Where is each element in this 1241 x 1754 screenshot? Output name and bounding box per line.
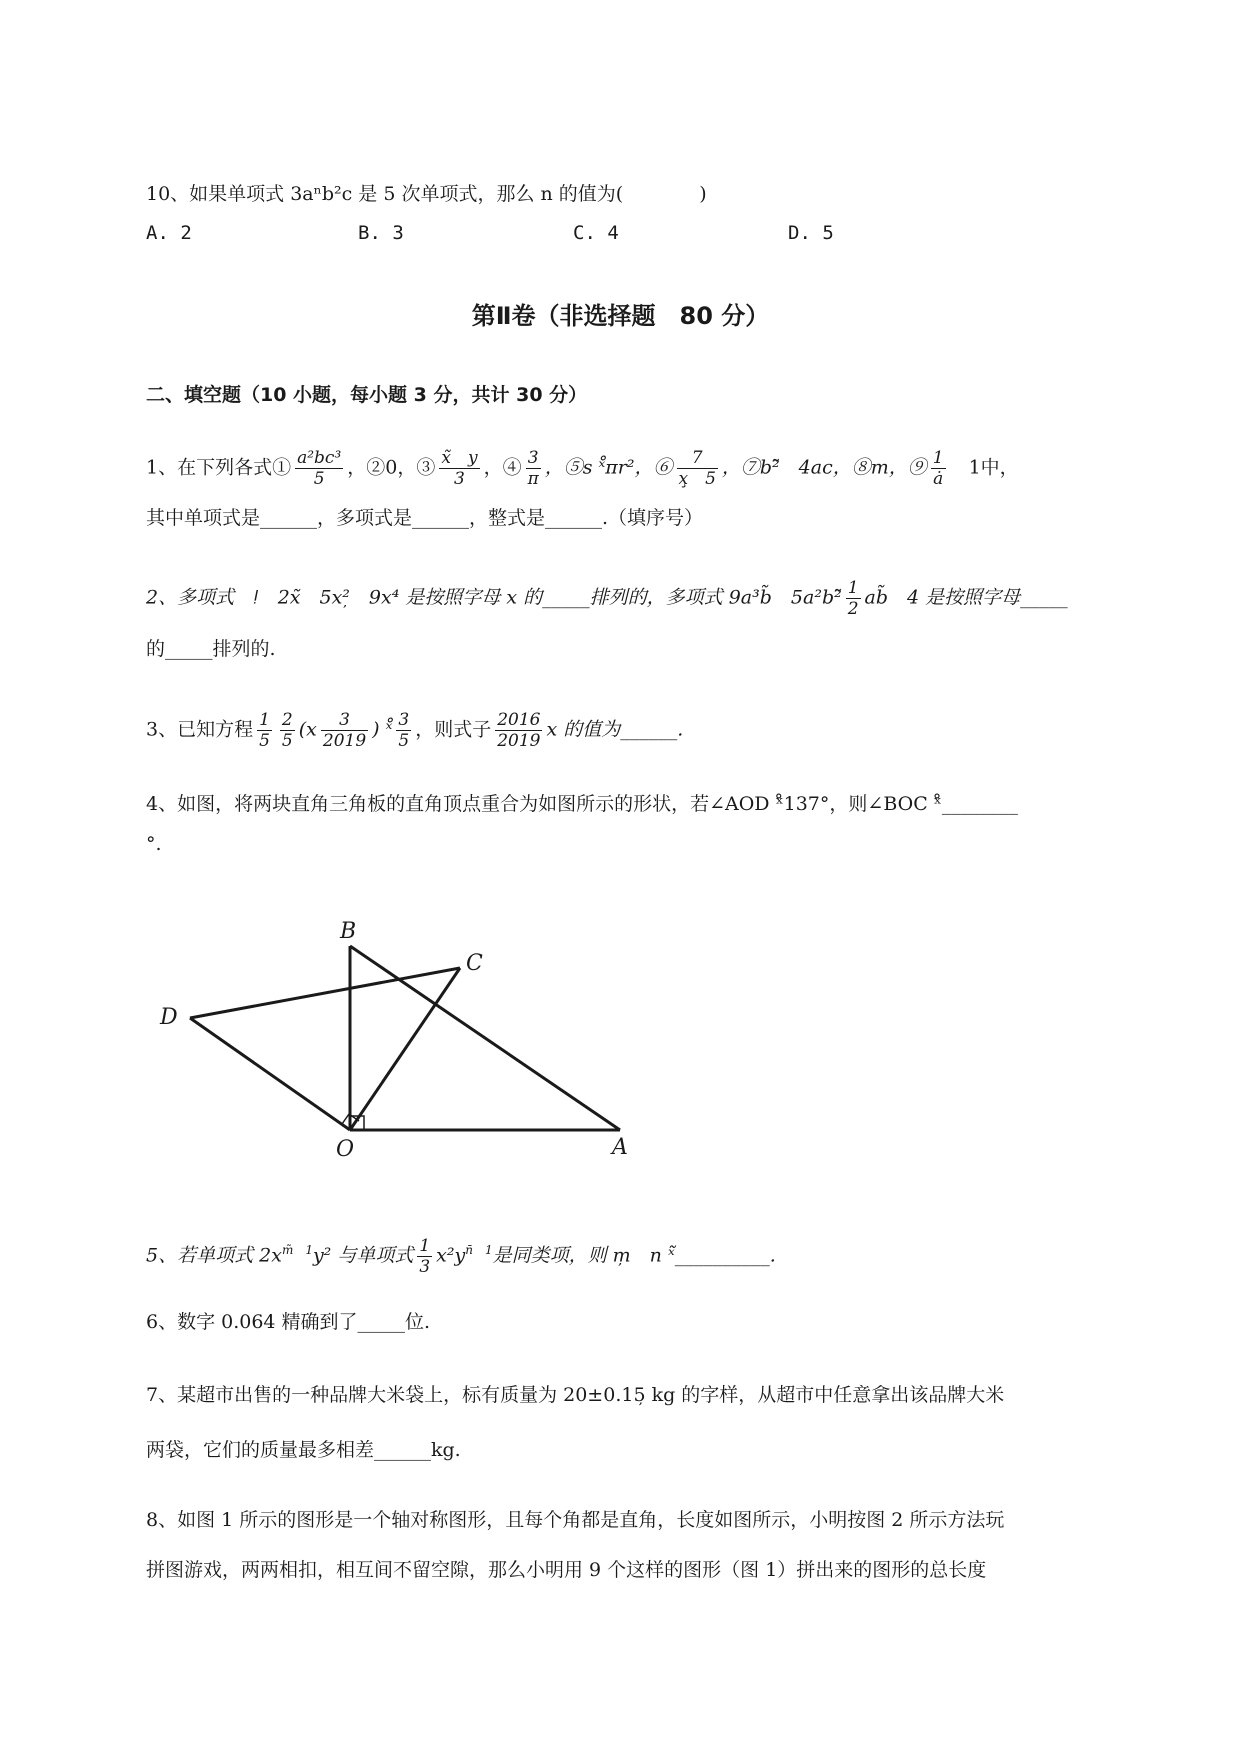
- q3-fraction-2: $\frac{2}{5}$: [281, 710, 293, 751]
- q3-mid-a: (x: [298, 718, 317, 741]
- segment-oc: [350, 968, 460, 1130]
- q5-exp-1: m̃ 1: [281, 1243, 313, 1258]
- q1-seg2: ，②0，③: [347, 456, 436, 479]
- q1-fraction-6: $\frac{7}{x̧ 5}$: [678, 448, 716, 489]
- label-d: D: [160, 1005, 178, 1030]
- segment-ba: [350, 946, 620, 1130]
- q7-line1: 7、某超市出售的一种品牌大米袋上，标有质量为 20±0.15̦ kg 的字样，从超市中任意拿出该品牌大米: [146, 1384, 1005, 1406]
- q3-fraction-5: $\frac{2016}{2019}$: [497, 710, 541, 751]
- q1-seg7: ，⑦b²̃ 4ac，⑧m，⑨: [721, 456, 927, 479]
- label-b: B: [340, 920, 357, 944]
- q10-option-a: A. 2: [146, 222, 192, 244]
- q8-line2: 拼图游戏，两两相扣，相互间不留空隙，那么小明用 9 个这样的图形（图 1）拼出来的图形的总长度: [146, 1559, 987, 1581]
- q2-text-b: ab̃ 4 是按照字母_____: [864, 586, 1068, 609]
- label-a: A: [612, 1135, 628, 1160]
- q7-line2: 两袋，它们的质量最多相差______kg.: [146, 1439, 461, 1461]
- q5-exp-2: n̄ 1: [465, 1243, 493, 1258]
- section2-title: 二、填空题（10 小题，每小题 3 分，共计 30 分）: [146, 384, 588, 406]
- q3-fraction-4: $\frac{3}{5}$: [398, 710, 410, 751]
- triangle-figure: [150, 920, 670, 1160]
- q10-stem: 10、如果单项式 3aⁿb²c 是 5 次单项式，那么 n 的值为( ): [146, 183, 707, 205]
- segment-do: [190, 1018, 350, 1130]
- q4-line2: °.: [146, 833, 162, 855]
- q8-line1: 8、如图 1 所示的图形是一个轴对称图形，且每个角都是直角，长度如图所示，小明按图 2 所示方法玩: [146, 1509, 1005, 1531]
- q3-suffix: x 的值为______.: [546, 718, 684, 741]
- q6-line: 6、数字 0.064 精确到了_____位.: [146, 1311, 431, 1333]
- q1-fraction-4: $\frac{3}{\pi}$: [527, 448, 539, 489]
- q5-mid-2: x²y: [436, 1244, 466, 1267]
- label-o: O: [336, 1137, 355, 1160]
- q1-line1: [146, 448, 1019, 489]
- q3-mid-b: ) ˣ̊: [372, 718, 393, 741]
- q4-line1: 4、如图，将两块直角三角板的直角顶点重合为如图所示的形状，若∠AOD ˣ̊137°，则∠BOC ˣ̊________: [146, 793, 1018, 815]
- q1-fraction-1: $\frac{\text{a²bc³}}{5}$: [297, 448, 342, 489]
- label-c: C: [466, 951, 483, 976]
- q10-option-d: D. 5: [788, 222, 834, 244]
- part2-title: 第Ⅱ卷（非选择题 80 分）: [471, 302, 770, 330]
- q2-line1: [146, 578, 1068, 619]
- q5-fraction: $\frac{1}{3}$: [419, 1236, 431, 1277]
- q1-seg5: ，⑤s ˣ̊πr²，⑥: [544, 456, 673, 479]
- q3-mid-c: ，则式子: [415, 718, 492, 741]
- q5-suffix: 是同类项，则 m̦ n ˣ̃__________.: [492, 1244, 776, 1267]
- q10-option-c: C. 4: [573, 222, 619, 244]
- q5-mid-1: y² 与单项式: [312, 1244, 414, 1267]
- q5-prefix: 5、若单项式 2x: [146, 1244, 282, 1267]
- q2-fraction: $\frac{1}{2}$: [847, 578, 859, 619]
- q2-line2: 的_____排列的.: [146, 638, 276, 660]
- q3-line: [146, 710, 683, 751]
- q3-fraction-3: $\frac{3}{2019}$: [322, 710, 367, 751]
- q3-prefix: 3、已知方程: [146, 718, 254, 741]
- q3-fraction-1: $\frac{1}{5}$: [259, 710, 270, 751]
- q1-seg4: ，④: [483, 456, 522, 479]
- q1-prefix: 1、在下列各式①: [146, 456, 292, 479]
- q10-option-b: B. 3: [358, 222, 404, 244]
- q1-line2: 其中单项式是______，多项式是______，整式是______.（填序号）: [146, 507, 704, 529]
- q1-fraction-3: $\frac{x̃ y}{3}$: [441, 448, 478, 489]
- q5-line: [146, 1236, 776, 1277]
- q1-fraction-9: $\frac{1}{ȧ}$: [932, 448, 944, 489]
- q2-text-a: 2、多项式 ǃ 2x̃ 5x²̦ 9x⁴ 是按照字母 x 的_____排列的，多项式 9a³b̃ 5a²b²̃: [146, 586, 842, 609]
- q1-tail: 1中，: [949, 456, 1019, 479]
